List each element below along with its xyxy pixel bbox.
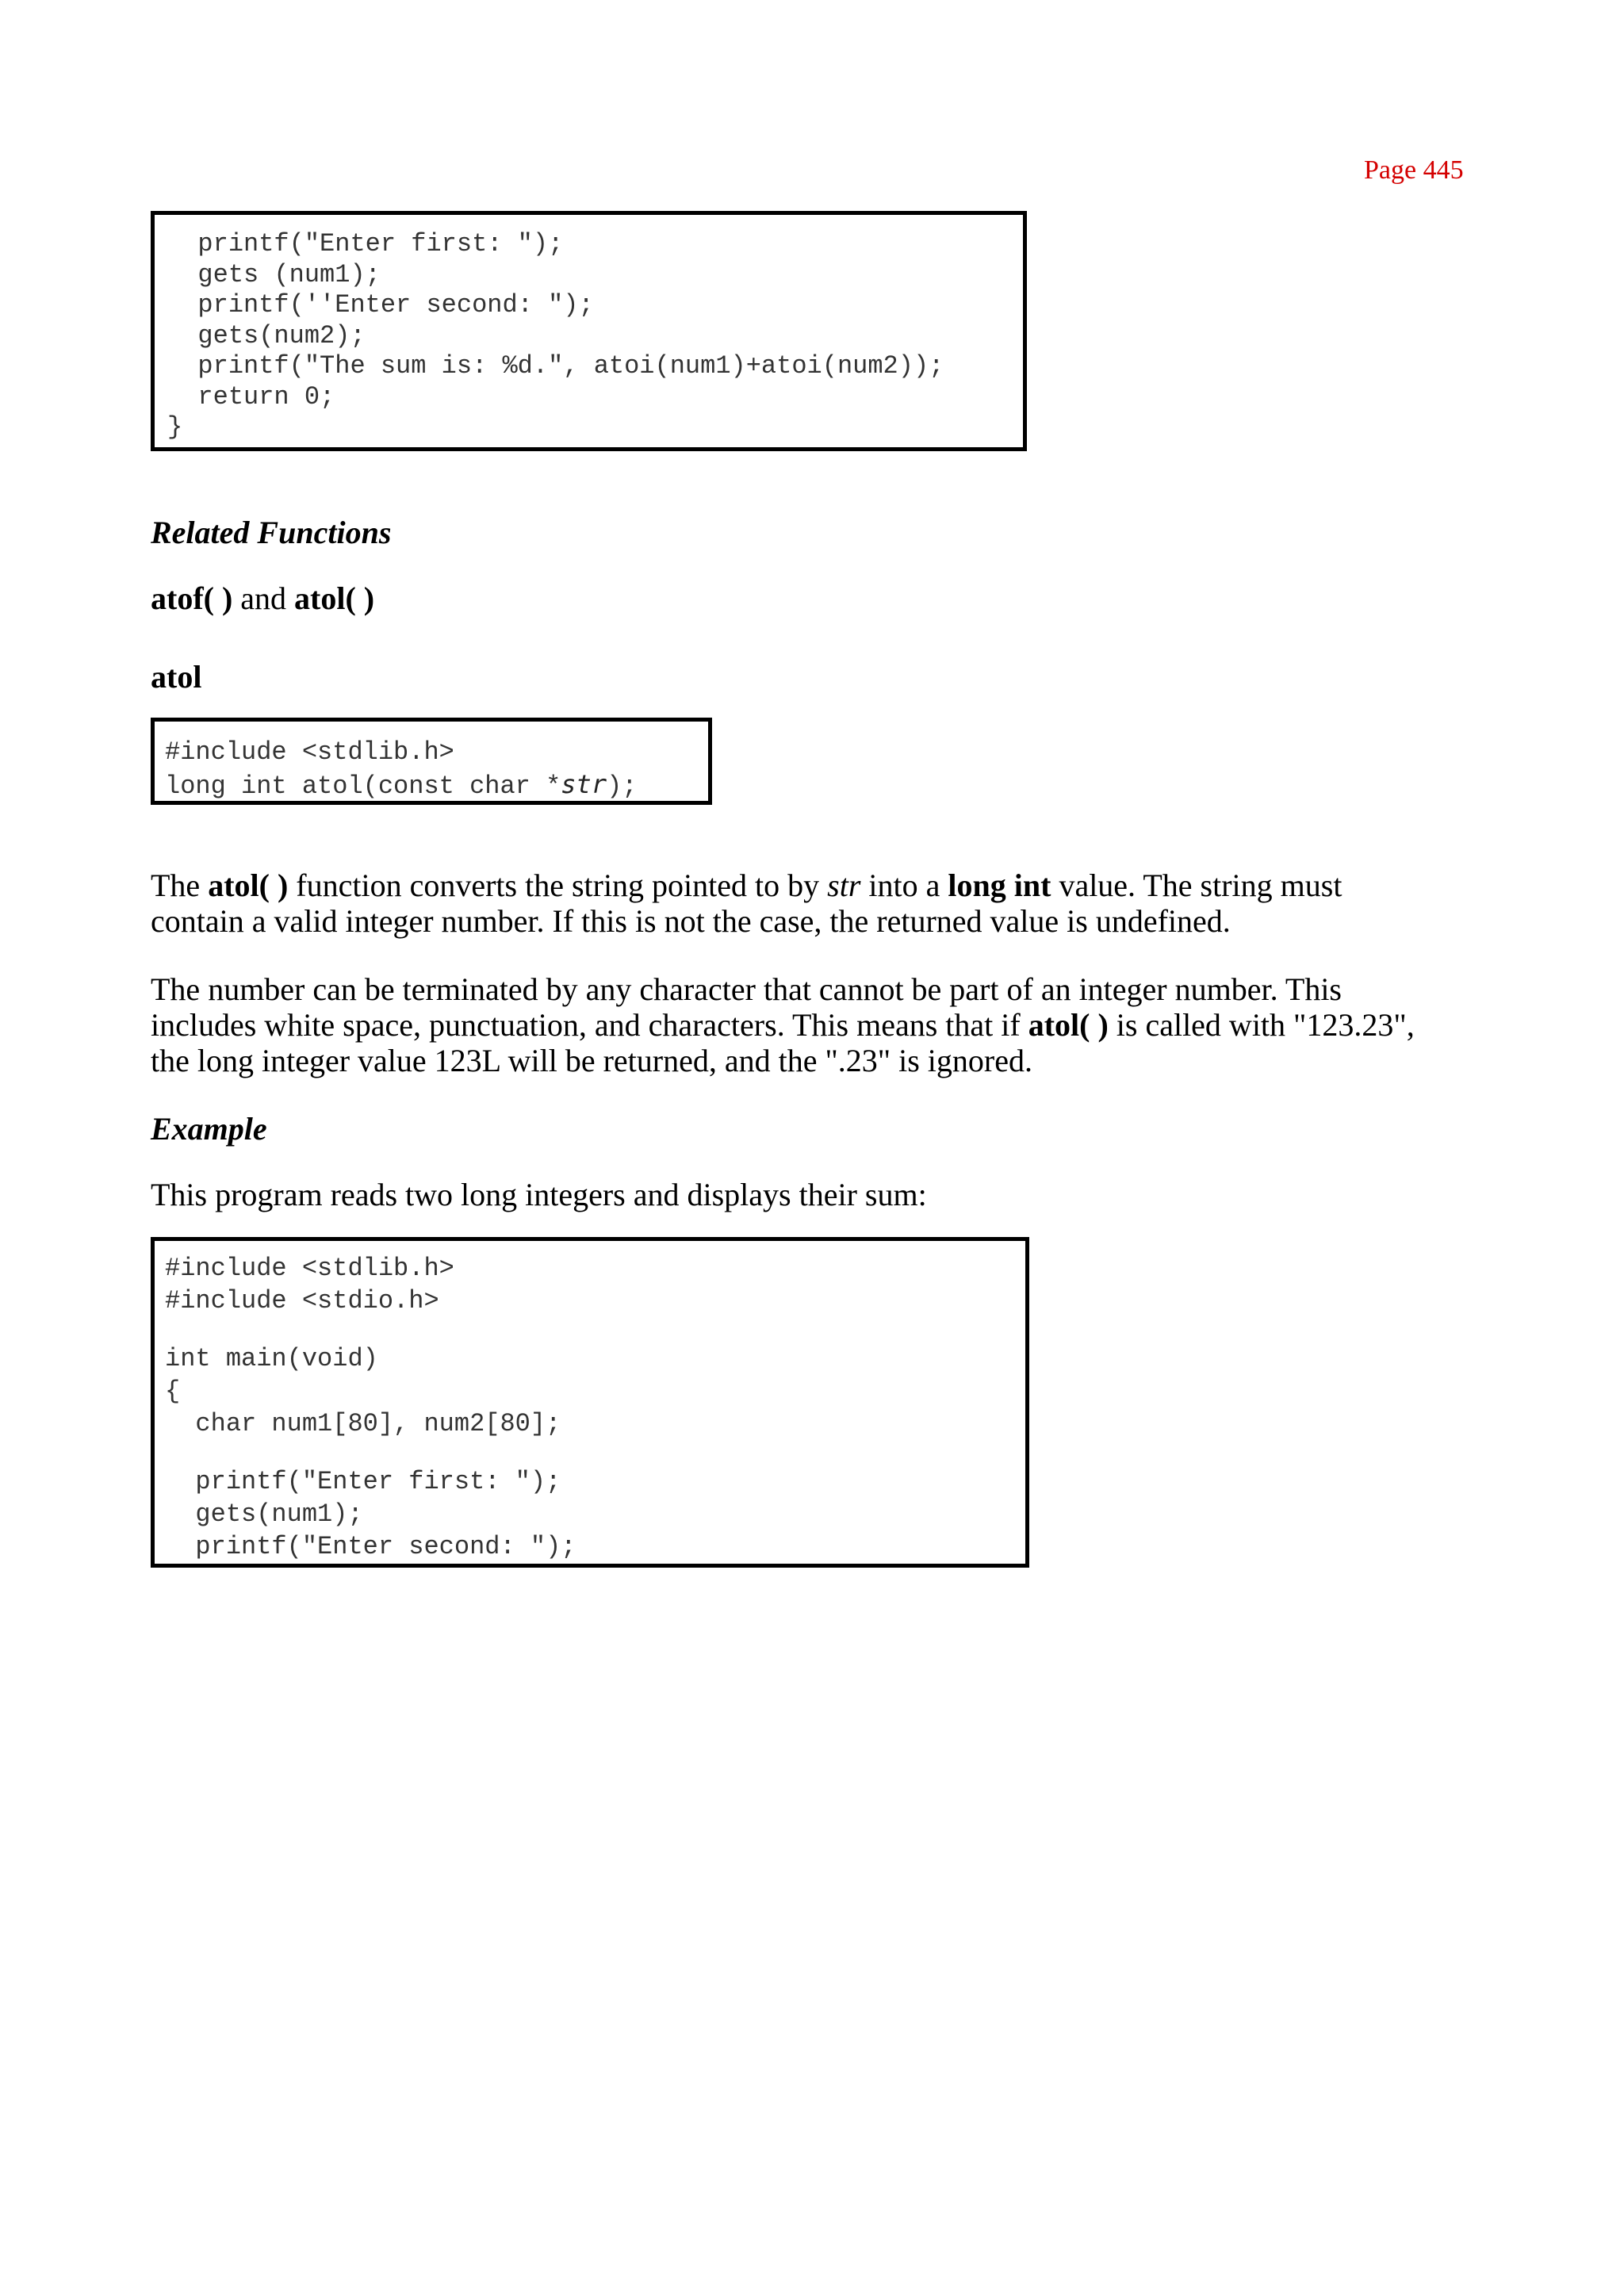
prototype-include: #include <stdlib.h> [165, 737, 454, 767]
code-line: gets (num1); [167, 259, 381, 289]
termination-line-3: the long integer value 123L will be returned, and the ".23" is ignored. [151, 1043, 1032, 1078]
description-paragraph [151, 867, 1459, 939]
description-line-2: contain a valid integer number. If this is not the case, the returned value is undefined. [151, 903, 1231, 939]
code-line: return 0; [167, 381, 335, 412]
function-title: atol [151, 659, 202, 695]
code-line: gets(num2); [167, 320, 366, 350]
signature-arg: str [561, 769, 607, 799]
example-code-block [151, 1237, 1029, 1568]
signature-suffix: ); [607, 772, 638, 801]
termination-line-2: includes white space, punctuation, and characters. This means that if atol( ) is called with "123.23", [151, 1007, 1415, 1043]
prototype-signature [165, 768, 708, 801]
code-line: printf("Enter second: "); [165, 1532, 576, 1561]
example-heading: Example [151, 1111, 267, 1147]
code-block-continuation [151, 211, 1027, 451]
code-line: printf("Enter first: "); [167, 229, 564, 259]
code-blank-line [165, 1317, 1025, 1342]
code-line: { [165, 1377, 181, 1406]
description-line-1: The atol( ) function converts the string pointed to by str into a long int value. The string must [151, 867, 1342, 903]
related-functions-heading: Related Functions [151, 515, 392, 550]
related-functions-list [151, 580, 1459, 616]
prototype-box [151, 718, 712, 805]
code-line: printf("Enter first: "); [165, 1467, 561, 1496]
related-fn-atof: atof( ) [151, 580, 233, 616]
code-line: } [167, 412, 183, 442]
page-number: Page 445 [1364, 155, 1464, 185]
example-intro: This program reads two long integers and displays their sum: [151, 1177, 927, 1212]
code-line: int main(void) [165, 1344, 378, 1373]
code-line: printf("The sum is: %d.", atoi(num1)+atoi(num2)); [167, 351, 944, 381]
termination-paragraph [151, 971, 1459, 1078]
code-blank-line [165, 1440, 1025, 1465]
code-line: #include <stdlib.h> [165, 1254, 454, 1283]
related-fn-atol: atol( ) [294, 580, 375, 616]
related-fn-and: and [240, 580, 287, 616]
signature-prefix: long int atol(const char * [165, 772, 561, 801]
code-line: char num1[80], num2[80]; [165, 1409, 561, 1438]
code-line: gets(num1); [165, 1499, 363, 1529]
code-line: printf(''Enter second: "); [167, 290, 594, 320]
termination-line-1: The number can be terminated by any character that cannot be part of an integer number. This [151, 971, 1342, 1007]
code-line: #include <stdio.h> [165, 1286, 439, 1316]
